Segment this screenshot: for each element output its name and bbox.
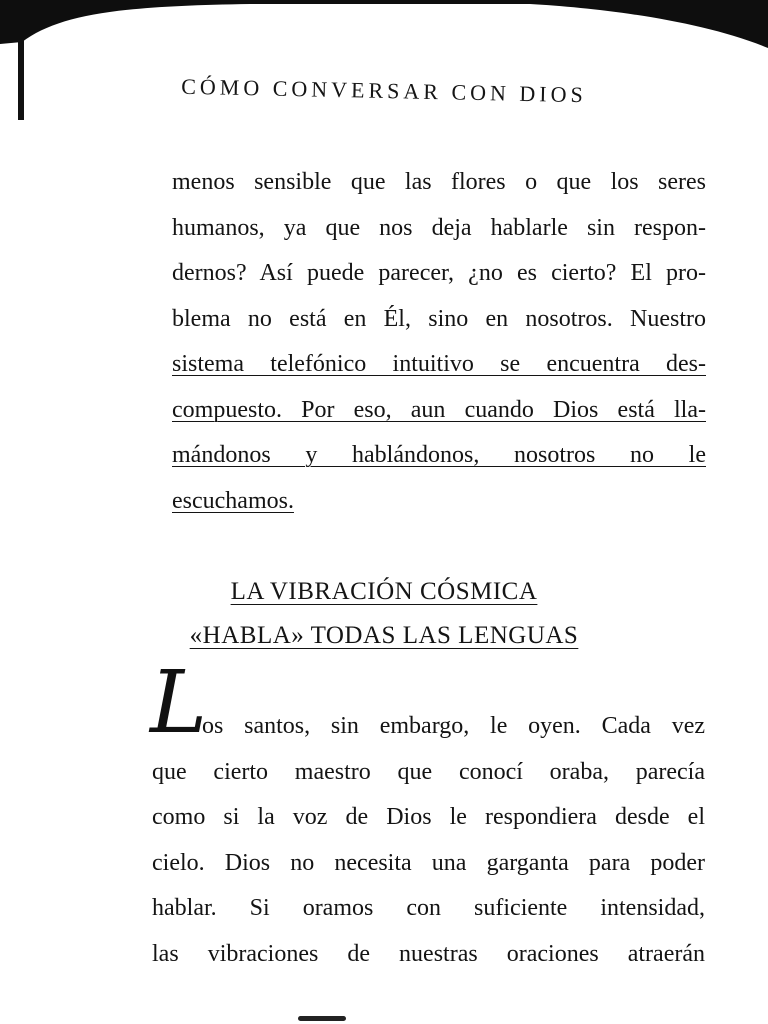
text-line: menos sensible que las flores o que los seres [172,169,706,195]
section-heading-text: LA VIBRACIÓN CÓSMICA [230,578,538,605]
text-line: las vibraciones de nuestras oraciones atraerán [152,940,705,967]
text-line: cielo. Dios no necesita una garganta para poder [152,849,705,876]
text-line-underlined: mándonos y hablándonos, nosotros no le [172,442,706,468]
text-line-underlined: compuesto. Por eso, aun cuando Dios está lla- [172,396,706,423]
text-line: hablar. Si oramos con suficiente intensidad, [152,895,705,921]
scan-mark [298,1016,346,1021]
text-line: dernos? Así puede parecer, ¿no es cierto? El pro- [172,260,706,286]
text-line-underlined: sistema telefónico intuitivo se encuentra des- [172,351,706,377]
text-line: como si la voz de Dios le respondiera desde el [152,804,705,830]
paragraph-1 [172,160,706,524]
paragraph-2 [152,704,705,977]
drop-cap: L [150,653,208,753]
text-line: os santos, sin embargo, le oyen. Cada vez [202,713,705,739]
running-head: CÓMO CONVERSAR CON DIOS [181,73,587,108]
text-line-underlined: escuchamos. [172,487,294,514]
section-heading-line-1 [0,578,768,606]
text-line: que cierto maestro que conocí oraba, parecía [152,758,705,785]
text-line: blema no está en Él, sino en nosotros. Nuestro [172,305,706,332]
section-heading-line-2 [0,622,768,650]
section-heading-text: «HABLA» TODAS LAS LENGUAS [189,622,579,649]
text-line: humanos, ya que nos deja hablarle sin respon- [172,214,706,241]
scan-shadow-edge [0,0,768,60]
